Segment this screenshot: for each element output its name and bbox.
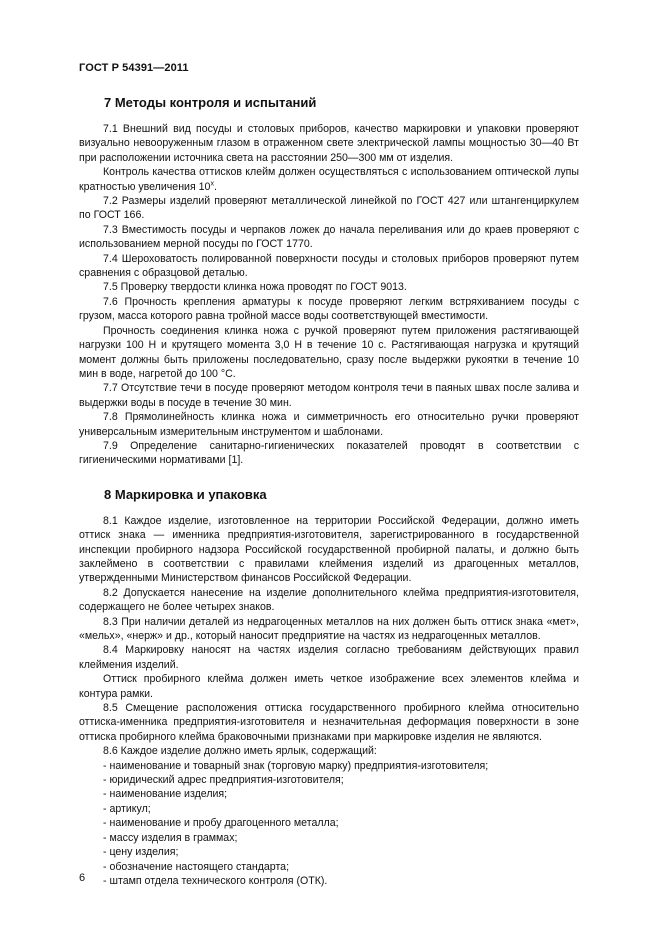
- superscript: х: [210, 180, 214, 188]
- section-8-title: 8 Маркировка и упаковка: [104, 486, 267, 502]
- list-item: - юридический адрес предприятия-изготовителя;: [103, 774, 344, 787]
- document-header: ГОСТ Р 54391—2011: [79, 62, 189, 74]
- paragraph-text: Контроль качества оттисков клейм должен осуществляться с использованием оптической лупы кратностью увеличения 10: [79, 166, 579, 193]
- paragraph-tail: .: [213, 180, 217, 193]
- list-item: - артикул;: [103, 802, 151, 815]
- list-item: - наименование и товарный знак (торговую марку) предприятия-изготовителя;: [103, 759, 489, 772]
- list-item: - цену изделия;: [103, 846, 179, 859]
- list-item: - наименование изделия;: [103, 788, 228, 801]
- section-8-body: [79, 514, 579, 889]
- paragraph: 7.8 Прямолинейность клинка ножа и симметричность его относительно ручки проверяют универсальным измерительным инструментом и шаблонами.: [79, 411, 579, 438]
- paragraph: 7.1 Внешний вид посуды и столовых приборов, качество маркировки и упаковки проверяют визуально невооруженным глазом в отраженном свете электрической лампы мощностью 30—40 Вт при расположении источника света на расстоянии 250—300 мм от изделия.: [79, 123, 579, 164]
- paragraph: 7.9 Определение санитарно-гигиенических показателей проводят в соответствии с гигиеническими нормативами [1].: [79, 439, 579, 467]
- paragraph: 7.6 Прочность крепления арматуры к посуде проверяют легким встряхиванием посуды с грузом, масса которого равна тройной массе воды соответствующей вместимости.: [79, 295, 579, 323]
- section-7-title: 7 Методы контроля и испытаний: [104, 95, 317, 110]
- paragraph: Прочность соединения клинка ножа с ручкой проверяют путем приложения растягивающей нагрузки 100 Н и крутящего момента 3,0 Н в течение 10 с. Растягивающая нагрузка и крутящий момент должны быть приложены последовательно, сразу после выдержки рукоятки в течение 10 мин в воде, нагретой до 100 °С.: [79, 324, 579, 380]
- list-item: - обозначение настоящего стандарта;: [103, 860, 290, 873]
- page-content: [79, 88, 579, 888]
- paragraph: 8.2 Допускается нанесение на изделие дополнительного клейма предприятия-изготовителя, содержащего не более четырех знаков.: [79, 586, 579, 614]
- paragraph: 7.7 Отсутствие течи в посуде проверяют методом контроля течи в паяных швах после залива и выдержки воды в посуде в течение 30 мин.: [79, 382, 579, 409]
- paragraph: 8.3 При наличии деталей из недрагоценных металлов на них должен быть оттиск знака «мет», «мельх», «нерж» и др., который наносит предприятие на частях из недрагоценных металлов.: [79, 615, 579, 642]
- list-item: - массу изделия в граммах;: [103, 831, 238, 844]
- paragraph-superscript: [79, 165, 579, 194]
- paragraph: 7.4 Шероховатость полированной поверхности посуды и столовых приборов проверяют путем сравнения с образцовой деталью.: [79, 252, 579, 280]
- list-item: - штамп отдела технического контроля (ОТК).: [103, 874, 328, 887]
- paragraph: 8.4 Маркировку наносят на частях изделия согласно требованиям действующих правил клеймения изделий.: [79, 644, 579, 671]
- section-7-body: [79, 122, 579, 468]
- paragraph: 8.6 Каждое изделие должно иметь ярлык, содержащий:: [103, 745, 377, 758]
- paragraph: 7.5 Проверку твердости клинка ножа проводят по ГОСТ 9013.: [103, 281, 407, 294]
- paragraph: Оттиск пробирного клейма должен иметь четкое изображение всех элементов клейма и контура рамки.: [79, 673, 579, 700]
- paragraph: 7.2 Размеры изделий проверяют металлической линейкой по ГОСТ 427 или штангенциркулем по ГОСТ 166.: [79, 195, 579, 222]
- paragraph: 7.3 Вместимость посуды и черпаков ложек до начала переливания или до краев проверяют с использованием мерной посуды по ГОСТ 1770.: [79, 223, 579, 251]
- paragraph: 8.5 Смещение расположения оттиска государственного пробирного клейма относительно оттиска-именника предприятия-изготовителя и незначительная деформация поверхности в зоне оттиска пробирного клейма браковочными признаками при маркировке изделия не являются.: [79, 702, 579, 743]
- paragraph: 8.1 Каждое изделие, изготовленное на территории Российской Федерации, должно иметь оттиск знака — именника предприятия-изготовителя, зарегистрированного в государственной инспекции пробирного надзора Российской государственной пробирной палаты, и должно быть заклеймено в соответствии с правилами клеймения изделий из драгоценных металлов, утвержденными Министерством финансов Российской Федерации.: [79, 514, 579, 585]
- list-item: - наименование и пробу драгоценного металла;: [103, 817, 339, 830]
- label-contents-list: [79, 759, 579, 889]
- page-number: 6: [79, 872, 86, 884]
